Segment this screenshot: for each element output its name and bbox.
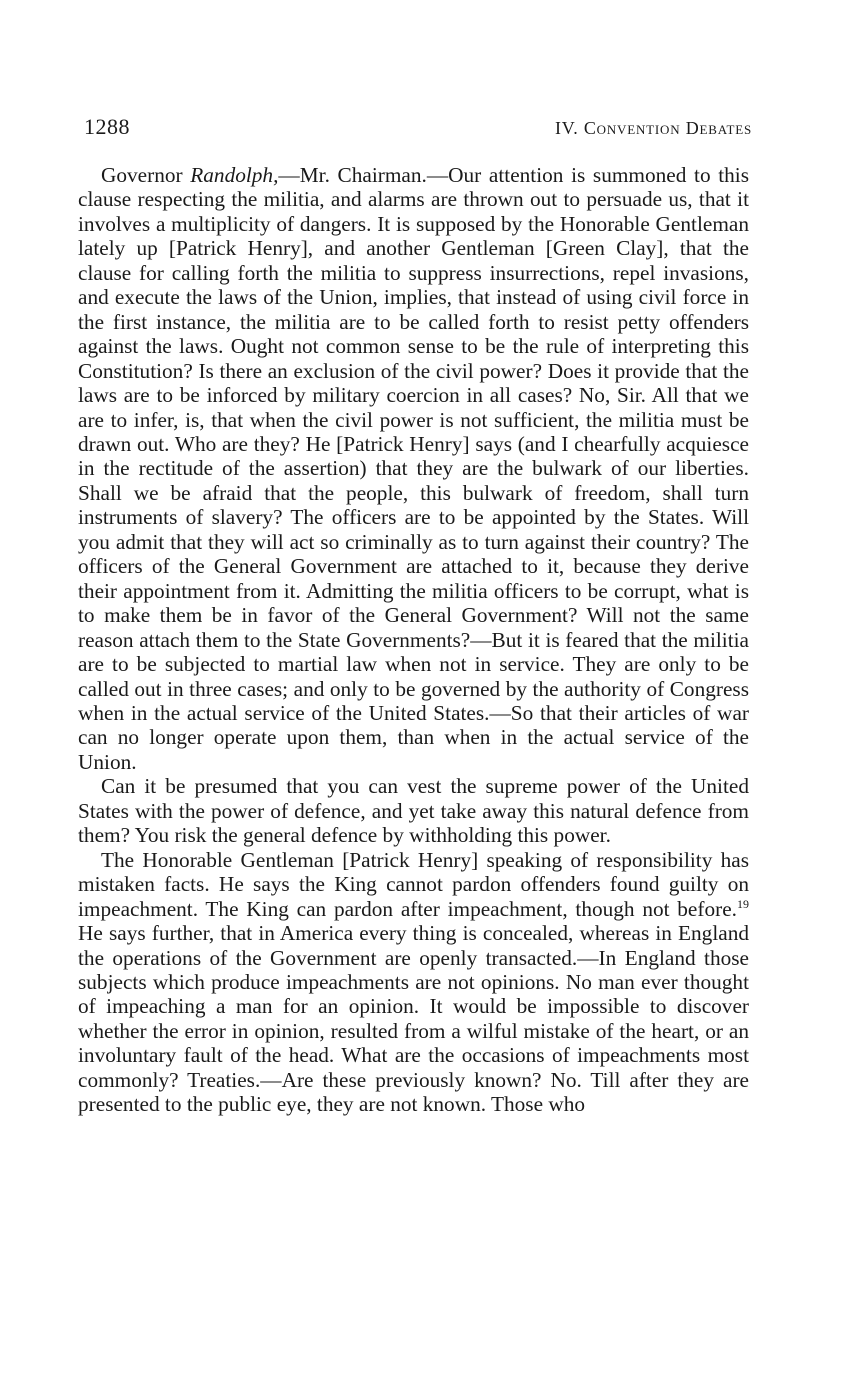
paragraph-text: —Mr. Chairman.—Our attention is summoned to this clause respecting the militia, and alarms are thrown out to persuade us, that it involves a multiplicity of dangers. It is supposed by the Honorable Gentleman lately up [Patrick Henry], and another Gentleman [Green Clay], that the clause for calling forth the militia to suppress insurrections, repel invasions, and execute the laws of the Union, implies, that instead of using civil force in the first instance, the militia are to be called forth to resist petty offenders against the laws. Ought not common sense to be the rule of interpreting this Constitution? Is there an exclusion of the civil power? Does it provide that the laws are to be inforced by military coercion in all cases? No, Sir. All that we are to infer, is, that when the civil power is not sufficient, the militia must be drawn out. Who are they? He [Patrick Henry] says (and I chearfully acquiesce in the rectitude of the assertion) that they are the bulwark of our liberties. Shall we be afraid that the people, this bulwark of freedom, shall turn instruments of slavery? The officers are to be appointed by the States. Will you admit that they will act so criminally as to turn against their country? The officers of the General Government are attached to it, because they derive their appointment from it. Admitting the militia officers to be corrupt, what is to make them be in favor of the General Government? Will not the same reason attach them to the State Governments?—But it is feared that the militia are to be subjected to martial law when not in service. They are only to be called out in three cases; and only to be governed by the authority of Congress when in the actual service of the United States.—So that their articles of war can no longer operate upon them, than when in the actual service of the Union. — [78, 163, 750, 774]
paragraph-3 — [78, 848, 749, 1117]
paragraph-text: Can it be presumed that you can vest the supreme power of the United States with the power of defence, and yet take away this natural defence from them? You risk the general defence by withholding this power. — [78, 774, 749, 848]
page-number: 1288 — [84, 114, 130, 139]
paragraph-2 — [78, 774, 749, 847]
body-text — [78, 163, 749, 1117]
section-title: IV. Convention Debates — [555, 118, 752, 138]
paragraph-1 — [78, 163, 749, 774]
speaker-name: Randolph, — [190, 163, 279, 187]
paragraph-text: The Honorable Gentleman [Patrick Henry] speaking of responsibility has mistaken facts. He says the King cannot pardon offenders found guilty on impeachment. The King can pardon after impeachment, though not before. — [78, 847, 749, 921]
running-head — [84, 114, 752, 146]
speaker-title: Governor — [101, 163, 191, 187]
paragraph-text: He says further, that in America every thing is concealed, whereas in England the operations of the Government are openly transacted.—In England those subjects which produce impeachments are not opinions. No man ever thought of impeaching a man for an opinion. It would be impossible to discover whether the error in opinion, resulted from a wilful mistake of the heart, or an involuntary fault of the head. What are the occasions of impeachments most commonly? Treaties.—Are these previously known? No. Till after they are presented to the public eye, they are not known. Those who — [78, 921, 749, 1117]
footnote-reference: 19 — [737, 896, 749, 911]
